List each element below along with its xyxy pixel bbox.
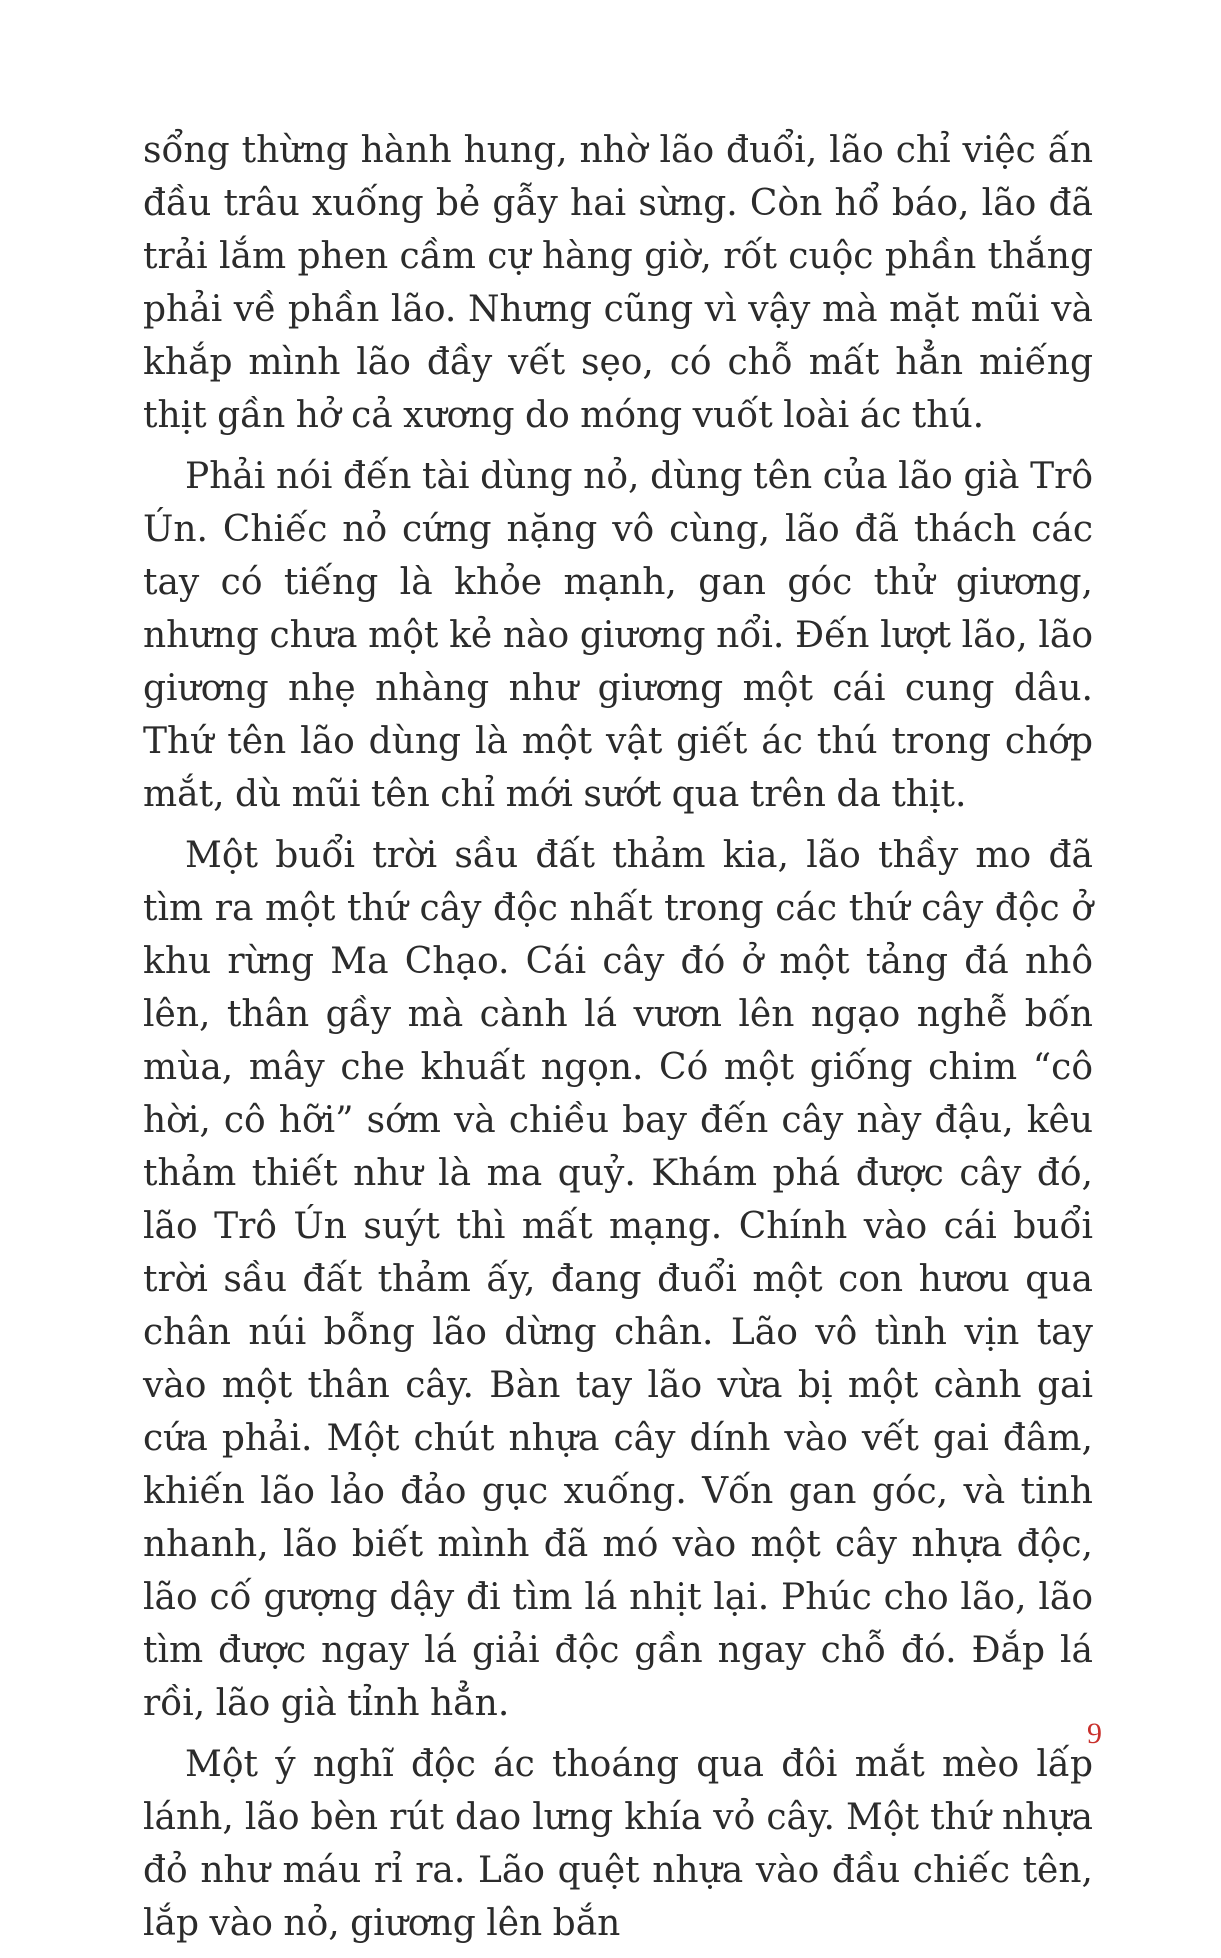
paragraph-2: Phải nói đến tài dùng nỏ, dùng tên của lão già Trô Ún. Chiếc nỏ cứng nặng vô cùng, lão đã thách các tay có tiếng là khỏe mạnh, gan góc thử giương, nhưng chưa một kẻ nào giương nổi. Đến lượt lão, lão giương nhẹ nhàng như giương một cái cung dâu. Thứ tên lão dùng là một vật giết ác thú trong chớp mắt, dù mũi tên chỉ mới sướt qua trên da thịt.: [143, 456, 1093, 815]
paragraph-4: Một ý nghĩ độc ác thoáng qua đôi mắt mèo lấp lánh, lão bèn rút dao lưng khía vỏ cây. Một thứ nhựa đỏ như máu rỉ ra. Lão quệt nhựa vào đầu chiếc tên, lắp vào nỏ, giương lên bắn: [143, 1744, 1093, 1944]
body-text: [143, 124, 1093, 1958]
paragraph-1: sổng thừng hành hung, nhờ lão đuổi, lão chỉ việc ấn đầu trâu xuống bẻ gẫy hai sừng. Còn hổ báo, lão đã trải lắm phen cầm cự hàng giờ, rốt cuộc phần thắng phải về phần lão. Nhưng cũng vì vậy mà mặt mũi và khắp mình lão đầy vết sẹo, có chỗ mất hẳn miếng thịt gần hở cả xương do móng vuốt loài ác thú.: [143, 130, 1093, 436]
paragraph-3: Một buổi trời sầu đất thảm kia, lão thầy mo đã tìm ra một thứ cây độc nhất trong các thứ cây độc ở khu rừng Ma Chạo. Cái cây đó ở một tảng đá nhô lên, thân gầy mà cành lá vươn lên ngạo nghễ bốn mùa, mây che khuất ngọn. Có một giống chim “cô hời, cô hỡi” sớm và chiều bay đến cây này đậu, kêu thảm thiết như là ma quỷ. Khám phá được cây đó, lão Trô Ún suýt thì mất mạng. Chính vào cái buổi trời sầu đất thảm ấy, đang đuổi một con hươu qua chân núi bỗng lão dừng chân. Lão vô tình vịn tay vào một thân cây. Bàn tay lão vừa bị một cành gai cứa phải. Một chút nhựa cây dính vào vết gai đâm, khiến lão lảo đảo gục xuống. Vốn gan góc, và tinh nhanh, lão biết mình đã mó vào một cây nhựa độc, lão cố gượng dậy đi tìm lá nhịt lại. Phúc cho lão, lão tìm được ngay lá giải độc gần ngay chỗ đó. Đắp lá rồi, lão già tỉnh hẳn.: [143, 835, 1093, 1724]
page-number: 9: [1087, 1717, 1102, 1750]
